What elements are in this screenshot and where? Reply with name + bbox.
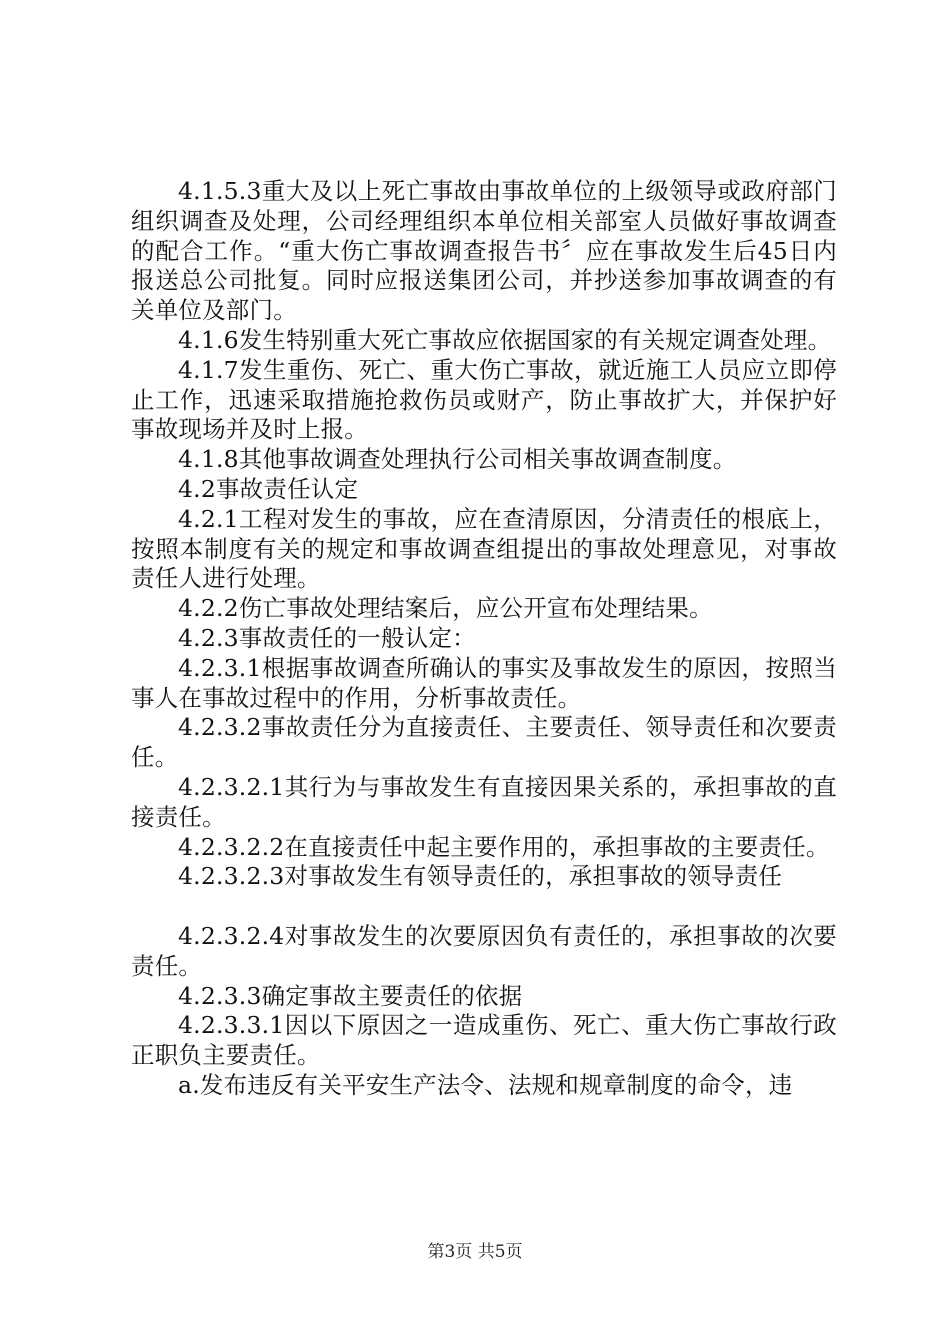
paragraph-4-2-3-3-1: 4.2.3.3.1因以下原因之一造成重伤、死亡、重大伤亡事故行政正职负主要责任。 [131, 1011, 837, 1070]
paragraph-4-1-6: 4.1.6发生特别重大死亡事故应依据国家的有关规定调查处理。 [178, 325, 832, 354]
paragraph-item-a: a.发布违反有关平安生产法令、法规和规章制度的命令，违 [178, 1070, 793, 1099]
paragraph-4-2-3-2-3: 4.2.3.2.3对事故发生有领导责任的，承担事故的领导责任 [178, 862, 783, 891]
paragraph-4-1-7: 4.1.7发生重伤、死亡、重大伤亡事故，就近施工人员应立即停止工作，迅速采取措施抢救伤员或财产，防止事故扩大，并保护好事故现场并及时上报。 [131, 355, 837, 444]
paragraph-4-2-3-3: 4.2.3.3确定事故主要责任的依据 [178, 981, 523, 1010]
blank-line [131, 892, 837, 922]
section-heading-4-2: 4.2事故责任认定 [178, 474, 359, 503]
paragraph-4-2-3-2-4: 4.2.3.2.4对事故发生的次要原因负有责任的，承担事故的次要责任。 [131, 921, 837, 980]
paragraph-4-2-2: 4.2.2伤亡事故处理结案后，应公开宣布处理结果。 [178, 594, 713, 623]
paragraph-4-1-5-3: 4.1.5.3重大及以上死亡事故由事故单位的上级领导或政府部门组织调查及处理，公司经理组织本单位相关部室人员做好事故调查的配合工作。“重大伤亡事故调查报告书〞应在事故发生后45日内报送总公司批复。同时应报送集团公司，并抄送参加事故调查的有关单位及部门。 [131, 177, 837, 325]
page-footer: 第3页 共5页 [427, 1242, 523, 1262]
paragraph-4-2-3-1: 4.2.3.1根据事故调查所确认的事实及事故发生的原因，按照当事人在事故过程中的作用，分析事故责任。 [131, 653, 837, 712]
paragraph-4-2-3: 4.2.3事故责任的一般认定： [178, 623, 476, 652]
paragraph-4-1-8: 4.1.8其他事故调查处理执行公司相关事故调查制度。 [178, 445, 737, 474]
paragraph-4-2-3-2-2: 4.2.3.2.2在直接责任中起主要作用的，承担事故的主要责任。 [178, 832, 830, 861]
paragraph-4-2-3-2: 4.2.3.2事故责任分为直接责任、主要责任、领导责任和次要责任。 [131, 713, 837, 772]
paragraph-4-2-1: 4.2.1工程对发生的事故，应在查清原因，分清责任的根底上，按照本制度有关的规定和事故调查组提出的事故处理意见，对事故责任人进行处理。 [131, 504, 837, 593]
document-body [131, 177, 837, 1101]
paragraph-4-2-3-2-1: 4.2.3.2.1其行为与事故发生有直接因果关系的，承担事故的直接责任。 [131, 772, 837, 831]
